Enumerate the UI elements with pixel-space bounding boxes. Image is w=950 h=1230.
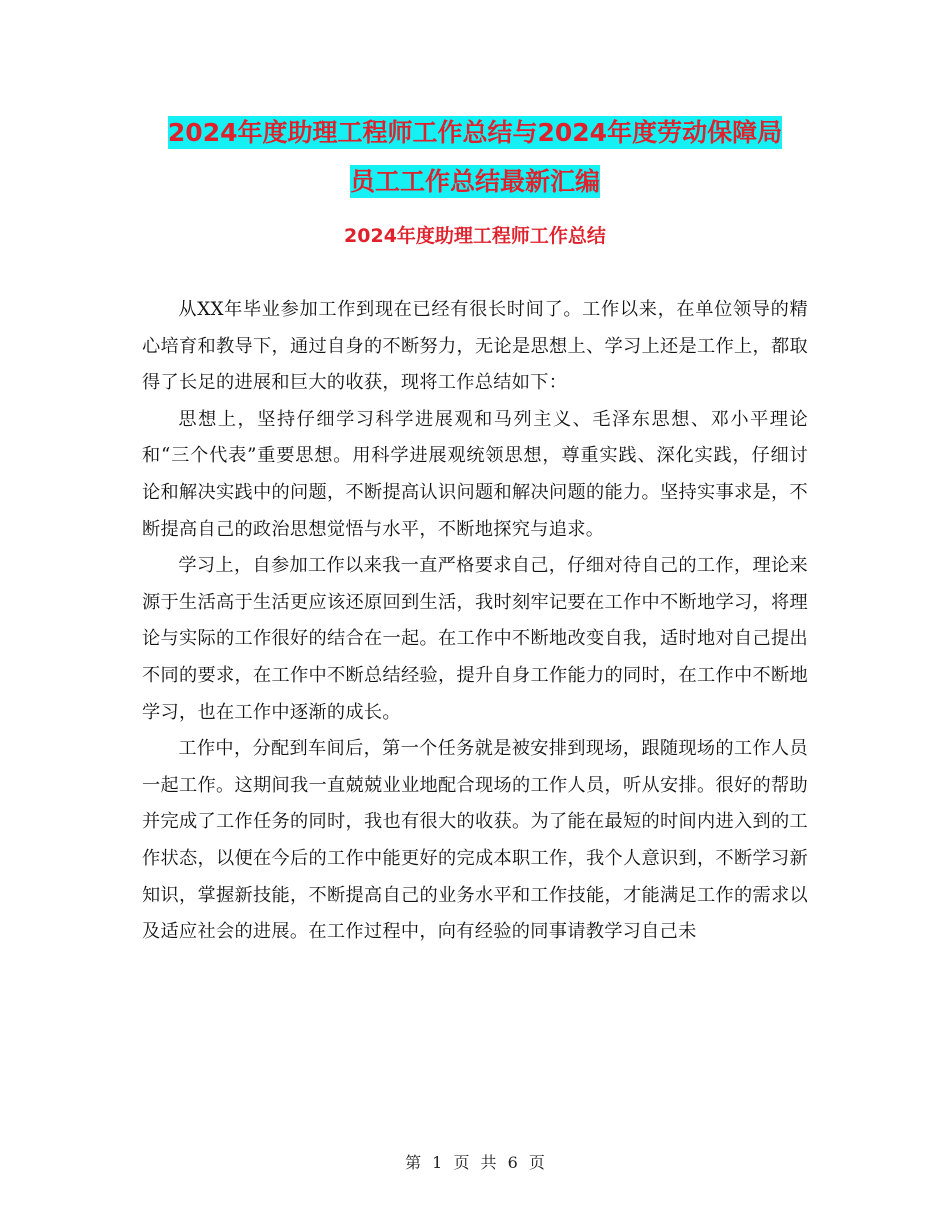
section-title: 2024年度助理工程师工作总结 (344, 225, 606, 247)
page-footer: 第 1 页 共 6 页 (405, 1153, 545, 1172)
paragraph: 学习上，自参加工作以来我一直严格要求自己，仔细对待自己的工作，理论来源于生活高于生活更应该还原回到生活，我时刻牢记要在工作中不断地学习，将理论与实际的工作很好的结合在一起。在工作中不断地改变自我，适时地对自己提出不同的要求，在工作中不断总结经验，提升自身工作能力的同时，在工作中不断地学习，也在工作中逐渐的成长。 (142, 555, 808, 723)
paragraph: 思想上，坚持仔细学习科学进展观和马列主义、毛泽东思想、邓小平理论和“三个代表”重要思想。用科学进展观统领思想，尊重实践、深化实践，仔细讨论和解决实践中的问题，不断提高认识问题和解决问题的能力。坚持实事求是，不断提高自己的政治思想觉悟与水平，不断地探究与追求。 (142, 408, 808, 540)
body-text (142, 292, 808, 951)
document-title-line-1: 2024年度助理工程师工作总结与2024年度劳动保障局 (167, 118, 783, 147)
paragraph: 工作中，分配到车间后，第一个任务就是被安排到现场，跟随现场的工作人员一起工作。这期间我一直兢兢业业地配合现场的工作人员，听从安排。很好的帮助并完成了工作任务的同时，我也有很大的收获。为了能在最短的时间内进入到的工作状态，以便在今后的工作中能更好的完成本职工作，我个人意识到，不断学习新知识，掌握新技能，不断提高自己的业务水平和工作技能，才能满足工作的需求以及适应社会的进展。在工作过程中，向有经验的同事请教学习自己未 (142, 738, 808, 943)
paragraph: 从XX年毕业参加工作到现在已经有很长时间了。工作以来，在单位领导的精心培育和教导下，通过自身的不断努力，无论是思想上、学习上还是工作上，都取得了长足的进展和巨大的收获，现将工作总结如下： (142, 299, 808, 394)
document-title (140, 108, 810, 206)
document-title-line-2: 员工工作总结最新汇编 (349, 167, 600, 196)
